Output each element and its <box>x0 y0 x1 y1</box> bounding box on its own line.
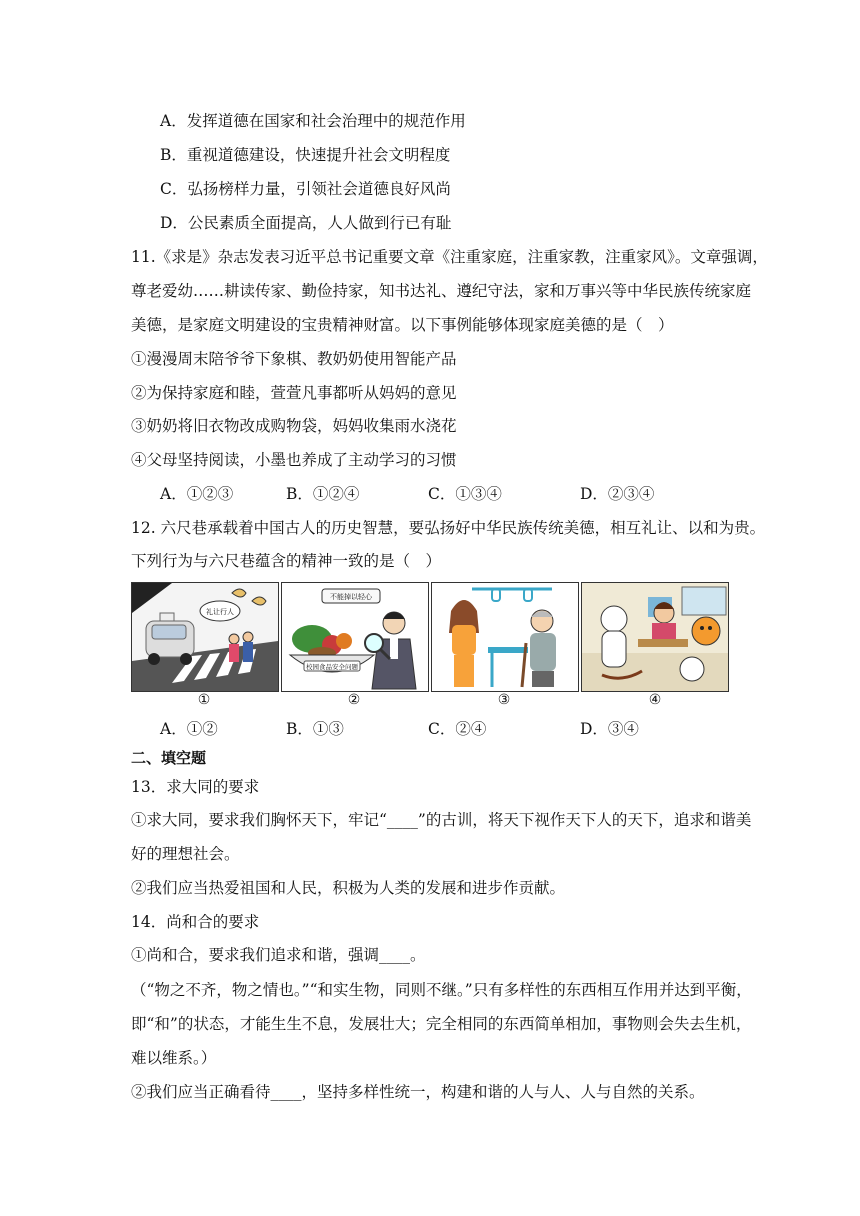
q12-option-a: A．①② <box>160 720 218 738</box>
q11-stem-line: 美德，是家庭文明建设的宝贵精神财富。以下事例能够体现家庭美德的是（ ） <box>131 316 674 334</box>
q11-options <box>160 484 760 504</box>
q11-stem-line: 11.《求是》杂志发表习近平总书记重要文章《注重家庭，注重家教，注重家风》。文章强调， <box>131 248 768 266</box>
q12-options <box>160 719 760 739</box>
q10-option-c: C．弘扬榜样力量，引领社会道德良好风尚 <box>160 180 451 198</box>
illustration-food-safety <box>281 582 429 692</box>
q12-option-c: C．②④ <box>428 720 487 738</box>
q11-option-b: B．①②④ <box>286 485 360 503</box>
q12-option-d: D．③④ <box>580 720 639 738</box>
q11-item-4: ④父母坚持阅读，小墨也养成了主动学习的习惯 <box>131 451 457 469</box>
pic-label-3: ③ <box>497 692 511 708</box>
q14-line: ②我们应当正确看待____，坚持多样性统一，构建和谐的人与人、人与自然的关系。 <box>131 1083 705 1101</box>
food-safety-banner-text: 不能掉以轻心 <box>330 593 372 601</box>
q11-option-c: C．①③④ <box>428 485 502 503</box>
q14-line: 难以维系。） <box>131 1049 217 1067</box>
q12-illustrations <box>131 582 729 692</box>
q14-line: 即“和”的状态，才能生生不息，发展壮大；完全相同的东西简单相加，事物则会失去生机， <box>131 1015 752 1033</box>
illustration-bus-seat <box>431 582 579 692</box>
pic-label-1: ① <box>197 692 211 708</box>
q12-option-b: B．①③ <box>286 720 344 738</box>
pic-label-2: ② <box>347 692 361 708</box>
q13-title: 13．求大同的要求 <box>131 778 260 796</box>
q14-title: 14．尚和合的要求 <box>131 913 260 931</box>
q10-option-b: B．重视道德建设，快速提升社会文明程度 <box>160 146 451 164</box>
q10-option-d: D．公民素质全面提高，人人做到行已有耻 <box>160 214 452 232</box>
section-heading: 二、填空题 <box>131 749 207 767</box>
q14-line: （“物之不齐，物之情也。”“和实生物，同则不继。”只有多样性的东西相互作用并达到平衡， <box>131 981 752 999</box>
q13-line: 好的理想社会。 <box>131 845 240 863</box>
q11-stem-line: 尊老爱幼……耕读传家、勤俭持家，知书达礼、遵纪守法，家和万事兴等中华民族传统家庭 <box>131 282 752 300</box>
q11-option-a: A．①②③ <box>160 485 234 503</box>
q13-line: ②我们应当热爱祖国和人民，积极为人类的发展和进步作贡献。 <box>131 879 566 897</box>
q12-stem-line: 下列行为与六尺巷蕴含的精神一致的是（ ） <box>131 552 442 570</box>
q13-line: ①求大同，要求我们胸怀天下，牢记“____”的古训，将天下视作天下人的天下，追求和谐美 <box>131 811 752 829</box>
food-safety-bowl-text: 校园食品安全问题 <box>306 663 358 671</box>
q11-item-3: ③奶奶将旧衣物改成购物袋，妈妈收集雨水浇花 <box>131 417 457 435</box>
q14-line: ①尚和合，要求我们追求和谐，强调____。 <box>131 946 426 964</box>
crosswalk-sign-text: 礼让行人 <box>206 608 234 616</box>
q11-item-1: ①漫漫周末陪爷爷下象棋、教奶奶使用智能产品 <box>131 350 457 368</box>
q10-option-a: A．发挥道德在国家和社会治理中的规范作用 <box>160 112 466 130</box>
illustration-classroom <box>581 582 729 692</box>
pic-label-4: ④ <box>648 692 662 708</box>
q11-option-d: D．②③④ <box>580 485 655 503</box>
q12-stem-line: 12. 六尺巷承载着中国古人的历史智慧，要弘扬好中华民族传统美德，相互礼让、以和为贵。 <box>131 519 766 537</box>
q11-item-2: ②为保持家庭和睦，萱萱凡事都听从妈妈的意见 <box>131 384 457 402</box>
illustration-crosswalk <box>131 582 279 692</box>
